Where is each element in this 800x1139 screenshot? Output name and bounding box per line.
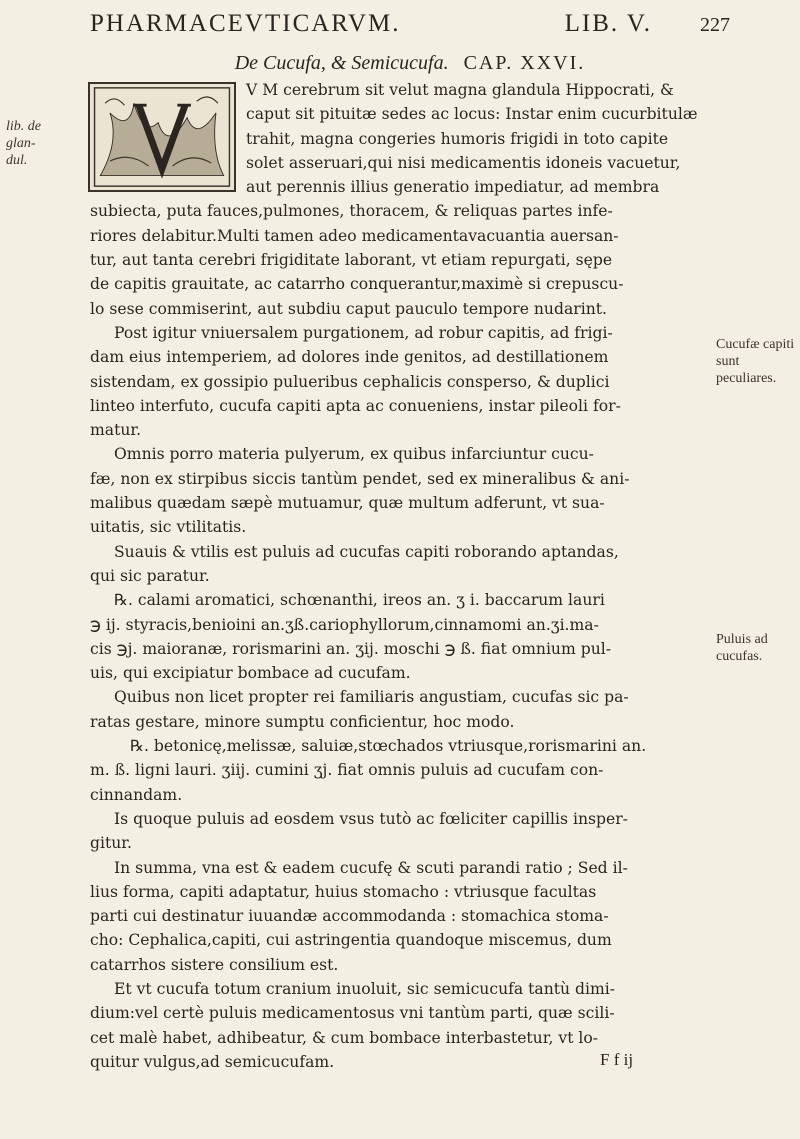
text-line: tur, aut tanta cerebri frigiditate laborant, vt etiam repurgati, sępe	[90, 251, 613, 270]
text-line: cis ℈j. maioranæ, rorismarini an. ʒij. moschi ℈ ß. fiat omnium pul-	[90, 639, 611, 658]
text-line: qui sic paratur.	[90, 566, 210, 585]
text-line: trahit, magna congeries humoris frigidi in toto capite	[246, 129, 669, 148]
text-line: quitur vulgus,ad semicucufam.	[90, 1052, 335, 1071]
text-line: riores delabitur.Multi tamen adeo medicamentavacuantia auersan-	[90, 226, 619, 245]
text-line: linteo interfuto, cucufa capiti apta ac conueniens, instar pileoli for-	[90, 396, 621, 415]
text-line: dium:vel certè puluis medicamentosus vni tantùm parti, quæ scili-	[90, 1004, 615, 1023]
text-line: lo sese commiserint, aut subdiu caput pauculo tempore nudarint.	[90, 299, 607, 318]
chapter-title: De Cucufa, & Semicucufa.	[234, 52, 449, 74]
text-line: m. ß. ligni lauri. ʒiij. cumini ʒj. fiat omnis puluis ad cucufam con-	[90, 761, 604, 780]
text-line: Is quoque puluis ad eosdem vsus tutò ac fœliciter capillis insper-	[114, 809, 628, 828]
running-head	[90, 10, 730, 44]
text-line: cet malè habet, adhibeatur, & cum bombace interbastetur, vt lo-	[90, 1028, 599, 1047]
text-line: Omnis porro materia pulуerum, ex quibus infarciuntur cucu-	[114, 445, 594, 464]
text-line: uitatis, sic vtilitatis.	[90, 518, 247, 537]
text-line: parti cui destinatur iuuandæ accommodanda : stomachica stoma-	[90, 907, 609, 926]
chapter-heading	[90, 52, 730, 75]
text-line: ℞. betonicę,melissæ, saluiæ,stœchados vtriusque,rorismarini an.	[130, 737, 647, 756]
text-line: Quibus non licet propter rei familiaris angustiam, cucufas sic pa-	[114, 688, 629, 707]
text-line: V M cerebrum sit velut magna glandula Hippocrati, &	[246, 81, 674, 99]
margin-note-left: lib. de glan-dul.	[6, 119, 41, 168]
text-line: ℈ ij. styracis,benioini an.ʒß.cariophyllorum,cinnamomi an.ʒi.ma-	[90, 615, 599, 634]
chapter-number: CAP. XXVI.	[463, 52, 586, 74]
text-line: malibus quædam sæpè mutuamur, quæ multum adferunt, vt sua-	[90, 494, 605, 513]
text-line: aut perennis illius generatio impediatur, ad membra	[246, 178, 660, 197]
text-line: sistendam, ex gossipio pulueribus cephalicis conspersо, & duplici	[90, 372, 610, 391]
text-line: matur.	[90, 421, 142, 440]
text-line: Suauis & vtilis est puluis ad cucufas capiti roborando aptandas,	[114, 542, 619, 561]
page-number: 227	[700, 14, 730, 36]
text-line: Et vt cucufa totum cranium inuoluit, sic semicucufa tantù dimi-	[114, 979, 616, 998]
running-head-book: LIB. V.	[564, 10, 652, 37]
text-line: cinnandam.	[90, 785, 183, 804]
text-line: de capitis grauitate, ac catarrho conquerantur,maximè si crepuscu-	[90, 275, 624, 294]
text-line: cho: Cephalica,capiti, cui astringentia quandoque miscemus, dum	[90, 931, 612, 950]
text-line: In summa, vna est & eadem cucufę & scuti parandi ratio ; Sed il-	[114, 858, 628, 877]
margin-note-right-2: Puluis ad cucufas.	[716, 632, 768, 664]
text-line: subiecta, puta fauces,pulmones, thoracem, & reliquas partes infe-	[90, 202, 613, 221]
text-line: dam eius intemperiem, ad dolores inde genitos, ad destillationem	[90, 348, 609, 367]
text-line: uis, qui excipiatur bombace ad cucufam.	[90, 664, 411, 683]
text-line: ratas gestare, minore sumptu conficientur, hoc modo.	[90, 712, 515, 731]
text-line: catarrhos sistere consilium est.	[90, 955, 339, 974]
signature-mark: F f ij	[600, 1050, 634, 1069]
text-line: lius forma, capiti adaptatur, huius stomacho : vtriusque facultas	[90, 882, 597, 901]
text-line: fæ, non ex stirpibus siccis tantùm pendet, sed ex mineralibus & ani-	[90, 469, 630, 488]
body-text	[90, 78, 706, 1074]
text-line: Post igitur vniuersalem purgationem, ad robur capitis, ad frigi-	[114, 323, 613, 342]
text-line: ℞. calami aromatici, schœnanthi, ireos an. ʒ i. baccarum lauri	[114, 591, 605, 610]
text-line: solet asseruari,qui nisi medicamentis idoneis vacuetur,	[246, 153, 681, 172]
running-head-title: PHARMACEVTICARVM.	[90, 10, 401, 37]
text-line: gitur.	[90, 834, 132, 853]
margin-note-right-1: Cucufæ capiti sunt peculiares.	[716, 337, 795, 386]
text-line: caput sit pituitæ sedes ac locus: Instar enim cucurbitulæ	[246, 105, 698, 124]
